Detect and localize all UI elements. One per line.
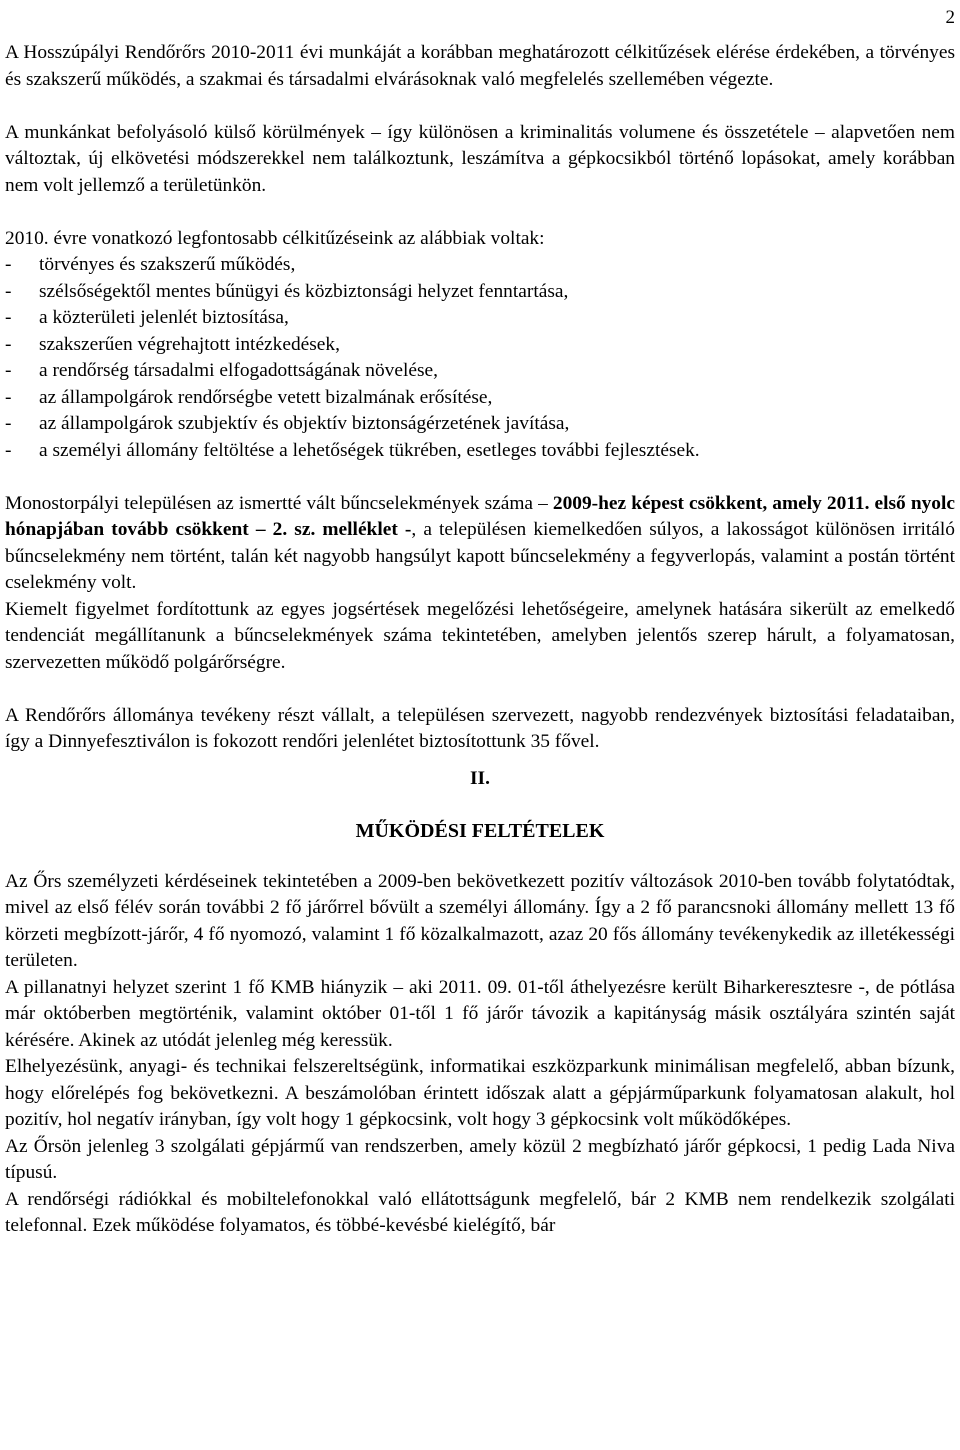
paragraph-staff-1: Az Őrs személyzeti kérdéseinek tekintetében a 2009-ben bekövetkezett pozitív változások 2010-ben tovább folytatódtak, mivel az első félév során további 2 fő járőrrel bővült a személyi állomány. Így a 2 fő parancsnoki állomány mellett 13 fő körzeti megbízott-járőr, 4 fő nyomozó, valamint 1 fő közalkalmazott, azaz 20 fős állomány tevékenykedik az illetékességi területen.	[5, 870, 955, 971]
dash-bullet: -	[5, 413, 12, 434]
list-item: - az állampolgárok szubjektív és objektív biztonságérzetének javítása,	[5, 411, 955, 438]
section-title: MŰKÖDÉSI FELTÉTELEK	[355, 820, 605, 842]
list-item: - a rendőrség társadalmi elfogadottságának növelése,	[5, 358, 955, 385]
paragraph-prevention: Kiemelt figyelmet fordítottunk az egyes jogsértések megelőzési lehetőségeire, amelynek hatására sikerült az emelkedő tendenciát megállítanunk a bűncselekmények száma tekintetében, amelyben jelentős szerep hárult, a folyamatosan, szervezetten működő polgárőrségre.	[5, 598, 955, 673]
dash-bullet: -	[5, 280, 12, 302]
paragraph-vehicles: Az Őrsön jelenleg 3 szolgálati gépjármű van rendszerben, amely közül 2 megbízható járőr gépkocsi, 1 pedig Lada Niva típusú.	[5, 1135, 955, 1183]
list-item: - törvényes és szakszerű működés,	[5, 252, 955, 279]
list-item: - a közterületi jelenlét biztosítása,	[5, 305, 955, 332]
crime-stats-highlight: 2009-hez képest csökkent, amely 2011. első nyolc hónapjában tovább csökkent – 2. sz. melléklet -	[5, 492, 955, 540]
dash-bullet: -	[5, 386, 12, 408]
dash-bullet: -	[5, 254, 12, 275]
dash-bullet: -	[5, 333, 12, 355]
paragraph-radio: A rendőrségi rádiókkal és mobiltelefonokkal való ellátottságunk megfelelő, bár 2 KMB nem rendelkezik szolgálati telefonnal. Ezek működése folyamatos, és többé-kevésbé kielégítő, bár	[5, 1188, 955, 1236]
paragraph-equipment: Elhelyezésünk, anyagi- és technikai felszereltségünk, informatikai eszközparkunk minimálisan megfelelő, abban bízunk, hogy előrelépés fog bekövetkezni. A beszámolóban érintett időszak alatt a gépjárműparkunk folyamatosan alakult, hol pozitív, hol negatív irányban, így volt hogy 1 gépkocsink, volt hogy 3 gépkocsink volt működőképes.	[5, 1056, 955, 1130]
list-item: - a személyi állomány feltöltése a lehetőségek tükrében, esetleges további fejlesztések.	[5, 438, 955, 465]
dash-bullet: -	[5, 360, 12, 381]
dash-bullet: -	[5, 307, 12, 328]
paragraph-events: A Rendőrőrs állománya tevékeny részt vállalt, a településen szervezett, nagyobb rendezvények biztosítási feladataiban, így a Dinnyefesztiválon is fokozott rendőri jelenlétet biztosítottunk 35 fővel.	[5, 704, 955, 752]
paragraph-intro: A Hosszúpályi Rendőrőrs 2010-2011 évi munkáját a korábban meghatározott célkitűzések elérése érdekében, a törvényes és szakszerű működés, a szakmai és társadalmi elvárásoknak való megfelelés szellemében végezte.	[5, 42, 955, 90]
page-number: 2	[945, 7, 955, 28]
paragraph-circumstances: A munkánkat befolyásoló külső körülmények – így különösen a kriminalitás volumene és összetétele – alapvetően nem változtak, új elkövetési módszerekkel nem találkoztunk, leszámítva a gépkocsikból történő lopásokat, amely korábban nem volt jellemző a területünkön.	[5, 121, 955, 196]
list-item: - szakszerűen végrehajtott intézkedések,	[5, 332, 955, 359]
section-number: II.	[470, 767, 490, 789]
paragraph-staff-2: A pillanatnyi helyzet szerint 1 fő KMB hiányzik – aki 2011. 09. 01-től áthelyezésre került Biharkeresztesre -, de pótlása már októberben megtörténik, valamint október 01-től 1 fő járőr távozik a kapitányság másik osztályára szintén saját kérésére. Akinek az utódát jelenleg még keressük.	[5, 976, 955, 1051]
goals-intro: 2010. évre vonatkozó legfontosabb célkitűzéseink az alábbiak voltak:	[5, 227, 545, 249]
dash-bullet: -	[5, 439, 12, 461]
list-item: - az állampolgárok rendőrségbe vetett bizalmának erősítése,	[5, 385, 955, 412]
goals-list	[5, 252, 955, 464]
paragraph-crime-stats: Monostorpályi településen az ismertté vált bűncselekmények száma – 2009-hez képest csökkent, amely 2011. első nyolc hónapjában tovább csökkent – 2. sz. melléklet -, a településen kiemelkedően súlyos, a lakosságot különösen irritáló bűncselekmény nem történt, talán két nagyobb hangsúlyt kapott bűncselekmény a fegyverlopás, valamint a postán történt cselekmény volt.	[5, 492, 955, 593]
list-item: - szélsőségektől mentes bűnügyi és közbiztonsági helyzet fenntartása,	[5, 279, 955, 306]
